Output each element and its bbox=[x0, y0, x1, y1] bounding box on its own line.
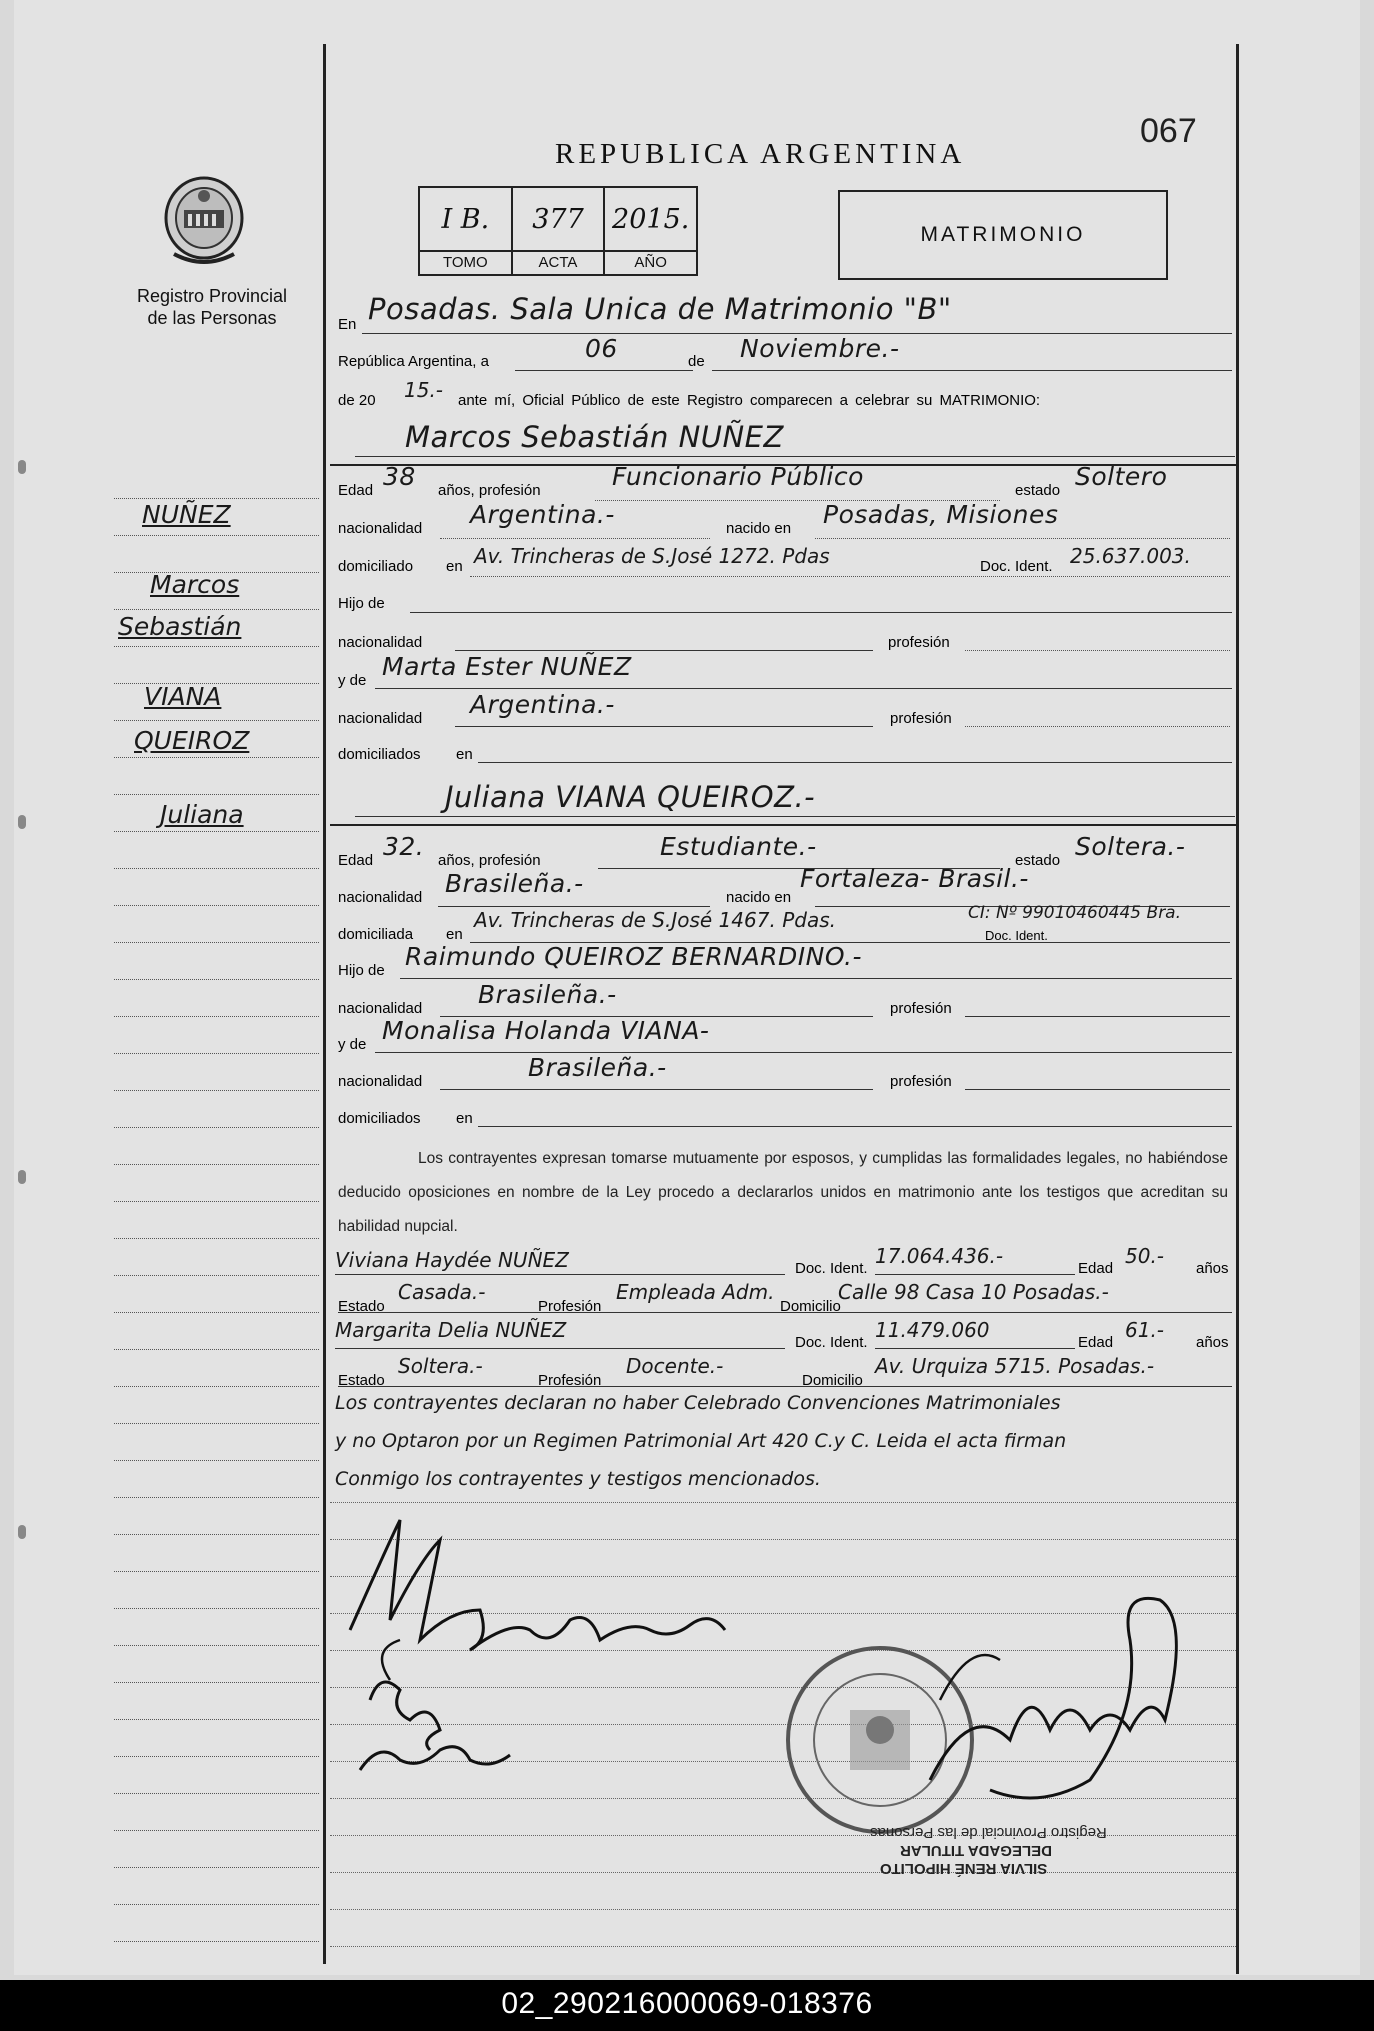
bride-mother: Monalisa Holanda VIANA- bbox=[382, 1016, 710, 1045]
line bbox=[712, 370, 1232, 372]
margin-line bbox=[114, 1201, 319, 1202]
domiciliados-label: domiciliados bbox=[338, 1110, 421, 1127]
anio-value: 2015. bbox=[612, 203, 690, 235]
domicilio-label: Domicilio bbox=[780, 1298, 841, 1315]
margin-line bbox=[114, 1460, 319, 1461]
bride-mother-nationality: Brasileña.- bbox=[528, 1053, 667, 1082]
declaration-text: Los contrayentes expresan tomarse mutuamente por esposos, y cumplidas las formalidades legales, no habiéndose deducido oposiciones en nombre de la Ley procedo a declararlos unidos en matrimonio ante los testigos que acreditan su habilidad nupcial. bbox=[338, 1150, 1228, 1235]
profesion-label: profesión bbox=[888, 634, 950, 651]
registry-line-2: de las Personas bbox=[147, 308, 277, 328]
line bbox=[478, 762, 1232, 764]
domiciliado-label: domiciliado bbox=[338, 558, 414, 575]
yde-label: y de bbox=[338, 1036, 367, 1053]
ceremony-day: 06 bbox=[585, 334, 618, 363]
acta-label: ACTA bbox=[513, 250, 604, 274]
nacionalidad-label: nacionalidad bbox=[338, 634, 423, 651]
nacionalidad-label: nacionalidad bbox=[338, 1000, 423, 1017]
line bbox=[875, 1348, 1075, 1350]
domicilio-label: Domicilio bbox=[802, 1372, 863, 1389]
margin-line bbox=[114, 979, 319, 980]
estado-label: estado bbox=[1015, 852, 1061, 869]
margin-line bbox=[114, 1127, 319, 1128]
binding-hole bbox=[18, 460, 26, 474]
year-prefix: de 20 bbox=[338, 392, 376, 409]
en-label: en bbox=[446, 558, 463, 575]
margin-line bbox=[114, 1682, 319, 1683]
margin-line bbox=[114, 794, 319, 795]
doc-label: Doc. Ident. bbox=[795, 1334, 868, 1351]
margin-bride-given: Juliana bbox=[160, 800, 244, 829]
profesion-label: profesión bbox=[890, 1073, 952, 1090]
hijo-label: Hijo de bbox=[338, 595, 385, 612]
hijo-label: Hijo de bbox=[338, 962, 385, 979]
margin-line bbox=[114, 1497, 319, 1498]
margin-line bbox=[114, 1756, 319, 1757]
line bbox=[338, 1312, 1232, 1314]
margin-line bbox=[114, 905, 319, 906]
officer-role: DELEGADA TITULAR bbox=[900, 1842, 1052, 1859]
nacido-label: nacido en bbox=[726, 889, 792, 906]
margin-rule bbox=[323, 44, 326, 1964]
line bbox=[965, 1089, 1230, 1091]
margin-line bbox=[114, 1053, 319, 1054]
line bbox=[515, 370, 693, 372]
section-rule bbox=[330, 824, 1236, 826]
line bbox=[440, 1089, 873, 1091]
binding-hole bbox=[18, 1525, 26, 1539]
line bbox=[410, 612, 1232, 614]
margin-line bbox=[114, 1867, 319, 1868]
republic-label: República Argentina, a bbox=[338, 353, 489, 370]
margin-line bbox=[114, 720, 319, 721]
doc-label: Doc. Ident. bbox=[795, 1260, 868, 1277]
margin-line bbox=[114, 535, 319, 536]
edad-label: Edad bbox=[338, 482, 374, 499]
margin-line bbox=[114, 1386, 319, 1387]
margin-line bbox=[114, 757, 319, 758]
margin-line bbox=[114, 1645, 319, 1646]
witness-estado: Soltera.- bbox=[398, 1354, 483, 1378]
note-line: y no Optaron por un Regimen Patrimonial Art 420 C.y C. Leida el acta firman bbox=[335, 1430, 1067, 1452]
nacionalidad-label: nacionalidad bbox=[338, 1073, 423, 1090]
bride-doc: CI: Nº 99010460445 Bra. bbox=[968, 903, 1181, 923]
registry-name bbox=[112, 285, 312, 329]
groom-address: Av. Trincheras de S.José 1272. Pdas bbox=[474, 544, 830, 568]
en-label: en bbox=[456, 746, 473, 763]
margin-line bbox=[114, 609, 319, 610]
nacionalidad-label: nacionalidad bbox=[338, 520, 423, 537]
nacido-label: nacido en bbox=[726, 520, 792, 537]
ceremony-place: Posadas. Sala Unica de Matrimonio "B" bbox=[368, 292, 952, 326]
registry-line-1: Registro Provincial bbox=[136, 286, 288, 306]
right-margin-rule bbox=[1236, 44, 1239, 1974]
doc-label: Doc. Ident. bbox=[980, 558, 1053, 575]
profesion-label: Profesión bbox=[538, 1372, 602, 1389]
margin-line bbox=[114, 1349, 319, 1350]
witness-domicilio: Av. Urquiza 5715. Posadas.- bbox=[875, 1354, 1155, 1378]
margin-line bbox=[114, 1016, 319, 1017]
estado-label: estado bbox=[1015, 482, 1061, 499]
edad-label: Edad bbox=[1078, 1334, 1114, 1351]
groom-mother: Marta Ester NUÑEZ bbox=[382, 652, 632, 681]
witness-doc: 11.479.060 bbox=[875, 1318, 990, 1342]
signatures-drawing bbox=[330, 1500, 750, 1800]
witness-profession: Empleada Adm. bbox=[616, 1280, 775, 1304]
line bbox=[355, 816, 1235, 818]
groom-full-name: Marcos Sebastián NUÑEZ bbox=[405, 420, 784, 454]
groom-estado: Soltero bbox=[1075, 462, 1168, 491]
groom-signature bbox=[350, 1520, 725, 1650]
en-label: en bbox=[456, 1110, 473, 1127]
margin-line bbox=[114, 942, 319, 943]
bride-profession: Estudiante.- bbox=[660, 832, 817, 861]
acta-cell bbox=[513, 188, 606, 274]
line bbox=[335, 1348, 785, 1350]
en-label: en bbox=[446, 926, 463, 943]
groom-age: 38 bbox=[383, 462, 416, 491]
bride-signature bbox=[370, 1682, 440, 1750]
estado-label: Estado bbox=[338, 1372, 385, 1389]
margin-line bbox=[114, 1238, 319, 1239]
year-suffix: 15.- bbox=[404, 378, 444, 402]
margin-bride-surname-1: VIANA bbox=[144, 682, 222, 711]
ruled-line bbox=[330, 1872, 1236, 1873]
margin-line bbox=[114, 1275, 319, 1276]
intro-text: ante mí, Oficial Público de este Registro comparecen a celebrar su MATRIMONIO: bbox=[458, 392, 1041, 409]
margin-line bbox=[114, 1571, 319, 1572]
witness-estado: Casada.- bbox=[398, 1280, 486, 1304]
note-line: Conmigo los contrayentes y testigos mencionados. bbox=[335, 1468, 821, 1490]
margin-line bbox=[114, 646, 319, 647]
en-label: En bbox=[338, 316, 357, 333]
witness-doc: 17.064.436.- bbox=[875, 1244, 1004, 1268]
record-id-box bbox=[418, 186, 698, 276]
anio-label: AÑO bbox=[605, 250, 696, 274]
line bbox=[815, 538, 1230, 540]
bride-full-name: Juliana VIANA QUEIROZ.- bbox=[445, 780, 816, 814]
margin-line bbox=[114, 1164, 319, 1165]
anos-profesion-label: años, profesión bbox=[438, 852, 541, 869]
margin-line bbox=[114, 1941, 319, 1942]
ceremony-month: Noviembre.- bbox=[740, 334, 900, 363]
binding-hole bbox=[18, 815, 26, 829]
document-id: 02_290216000069-018376 bbox=[501, 1987, 873, 2020]
witness-age: 61.- bbox=[1125, 1318, 1165, 1342]
margin-groom-given-2: Sebastián bbox=[118, 612, 242, 641]
yde-label: y de bbox=[338, 672, 367, 689]
profesion-label: profesión bbox=[890, 1000, 952, 1017]
bride-estado: Soltera.- bbox=[1075, 832, 1186, 861]
de-label: de bbox=[688, 353, 705, 370]
estado-label: Estado bbox=[338, 1298, 385, 1315]
edad-label: Edad bbox=[338, 852, 374, 869]
profesion-label: profesión bbox=[890, 710, 952, 727]
margin-line bbox=[114, 1793, 319, 1794]
bride-nationality: Brasileña.- bbox=[445, 869, 584, 898]
bride-father-nationality: Brasileña.- bbox=[478, 980, 617, 1009]
groom-birthplace: Posadas, Misiones bbox=[823, 500, 1059, 529]
page-number: 067 bbox=[1140, 112, 1197, 150]
line bbox=[965, 1016, 1230, 1018]
country-title: REPUBLICA ARGENTINA bbox=[555, 138, 966, 170]
witness-signature bbox=[360, 1747, 510, 1770]
line bbox=[478, 1126, 1232, 1128]
line bbox=[965, 650, 1230, 652]
bride-father: Raimundo QUEIROZ BERNARDINO.- bbox=[405, 942, 863, 971]
margin-line bbox=[114, 1312, 319, 1313]
note-line: Los contrayentes declaran no haber Celebrado Convenciones Matrimoniales bbox=[335, 1392, 1061, 1414]
officer-registry: Registro Provincial de las Personas bbox=[870, 1824, 1107, 1841]
margin-line bbox=[114, 831, 319, 832]
witness-age: 50.- bbox=[1125, 1244, 1165, 1268]
line bbox=[375, 1052, 1232, 1054]
groom-doc: 25.637.003. bbox=[1070, 544, 1191, 568]
line bbox=[440, 538, 710, 540]
line bbox=[455, 726, 873, 728]
anos-profesion-label: años, profesión bbox=[438, 482, 541, 499]
bride-address: Av. Trincheras de S.José 1467. Pdas. bbox=[474, 908, 836, 932]
acta-value: 377 bbox=[532, 203, 584, 235]
line bbox=[965, 726, 1230, 728]
nacionalidad-label: nacionalidad bbox=[338, 889, 423, 906]
ruled-line bbox=[330, 1909, 1236, 1910]
line bbox=[875, 1274, 1075, 1276]
witness-name: Viviana Haydée NUÑEZ bbox=[335, 1248, 569, 1272]
act-type-box: MATRIMONIO bbox=[838, 190, 1168, 280]
witness-domicilio: Calle 98 Casa 10 Posadas.- bbox=[838, 1280, 1109, 1304]
margin-line bbox=[114, 1423, 319, 1424]
ruled-line bbox=[330, 1946, 1236, 1947]
domiciliados-label: domiciliados bbox=[338, 746, 421, 763]
doc-label: Doc. Ident. bbox=[985, 928, 1048, 943]
nacionalidad-label: nacionalidad bbox=[338, 710, 423, 727]
tomo-cell bbox=[420, 188, 513, 274]
tomo-label: TOMO bbox=[420, 250, 511, 274]
witness-name: Margarita Delia NUÑEZ bbox=[335, 1318, 567, 1342]
groom-profession: Funcionario Público bbox=[612, 462, 864, 491]
profesion-label: Profesión bbox=[538, 1298, 602, 1315]
domiciliada-label: domiciliada bbox=[338, 926, 414, 943]
province-coat-of-arms-icon bbox=[160, 174, 248, 274]
line bbox=[355, 456, 1235, 458]
margin-line bbox=[114, 1090, 319, 1091]
margin-line bbox=[114, 868, 319, 869]
margin-bride-surname-2: QUEIROZ bbox=[134, 726, 250, 755]
groom-nationality: Argentina.- bbox=[470, 500, 615, 529]
margin-line bbox=[114, 1904, 319, 1905]
anos-label: años bbox=[1196, 1334, 1229, 1351]
line bbox=[338, 1386, 1232, 1388]
officer-name: SILVIA RENÉ HIPOLITO bbox=[880, 1860, 1048, 1877]
bride-birthplace: Fortaleza- Brasil.- bbox=[800, 864, 1029, 893]
margin-groom-surname: NUÑEZ bbox=[142, 500, 231, 529]
margin-line bbox=[114, 1719, 319, 1720]
witness-profession: Docente.- bbox=[626, 1354, 724, 1378]
tomo-value: I B. bbox=[441, 203, 490, 235]
margin-groom-given-1: Marcos bbox=[150, 570, 240, 599]
margin-line bbox=[114, 498, 319, 499]
edad-label: Edad bbox=[1078, 1260, 1114, 1277]
line bbox=[470, 576, 1230, 578]
margin-line bbox=[114, 1608, 319, 1609]
margin-line bbox=[114, 1534, 319, 1535]
anio-cell bbox=[605, 188, 696, 274]
binding-hole bbox=[18, 1170, 26, 1184]
bride-age: 32. bbox=[383, 832, 425, 861]
margin-line bbox=[114, 1830, 319, 1831]
line bbox=[335, 1274, 785, 1276]
groom-mother-nationality: Argentina.- bbox=[470, 690, 615, 719]
officer-signature bbox=[890, 1580, 1220, 1840]
anos-label: años bbox=[1196, 1260, 1229, 1277]
